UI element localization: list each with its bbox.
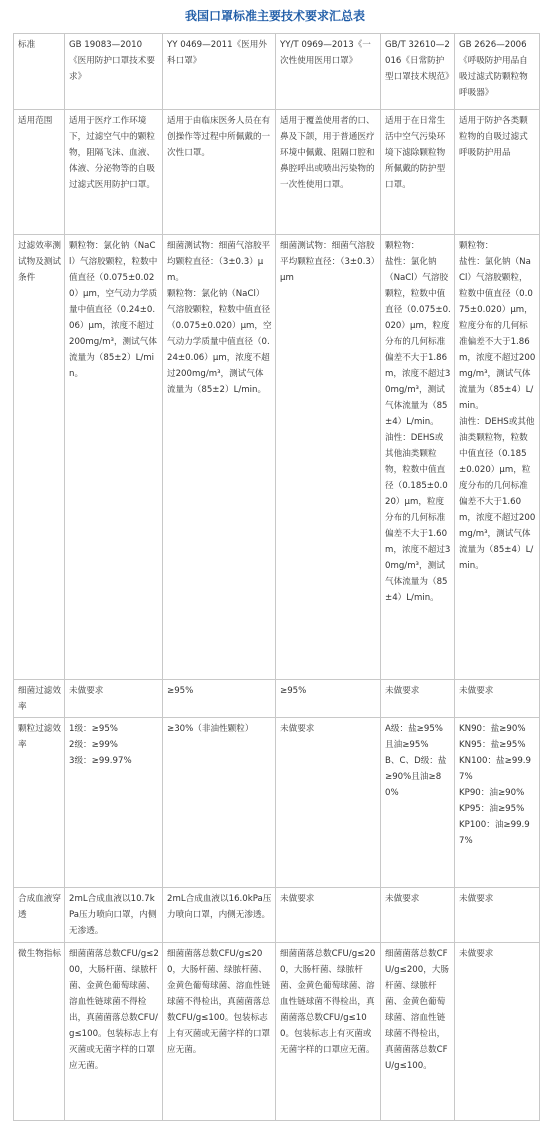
row-header: 颗粒过滤效率 — [14, 718, 65, 888]
row-scope — [14, 110, 540, 235]
table-cell: 细菌测试物：细菌气溶胶平均颗粒直径：（3±0.3）μm — [276, 235, 381, 680]
table-cell: 细菌测试物：细菌气溶胶平均颗粒直径：（3±0.3）μm。 颗粒物：氯化钠（NaCl）气溶胶颗粒，粒数中值直径（0.075±0.020）μm，空气动力学质量中值直径（0.24±0.06）μm，浓度不超过200mg/m³，测试气体流量为（85±2）L/min。 — [163, 235, 276, 680]
table-cell: 细菌菌落总数CFU/g≤200，大肠杆菌、绿脓杆菌、金黄色葡萄球菌、溶血性链球菌不得检出，真菌菌落总数CFU/g≤100。包装标志上有灭菌或无菌字样的口罩应无菌。 — [276, 943, 381, 1121]
table-cell: 适用于防护各类颗粒物的自吸过滤式呼吸防护用品 — [455, 110, 540, 235]
row-standard — [14, 34, 540, 110]
table-cell: ≥95% — [163, 680, 276, 718]
table-cell: 颗粒物：氯化钠（NaCl）气溶胶颗粒，粒数中值直径（0.075±0.020）μm，空气动力学质量中值直径（0.24±0.06）μm，浓度不超过200mg/m³，测试气体流量为（85±2）L/min。 — [65, 235, 163, 680]
table-cell: 未做要求 — [455, 680, 540, 718]
table-cell: 未做要求 — [65, 680, 163, 718]
table-cell: 细菌菌落总数CFU/g≤200，大肠杆菌、绿脓杆菌、金黄色葡萄球菌、溶血性链球菌不得检出，真菌菌落总数CFU/g≤100。 — [381, 943, 455, 1121]
row-header: 细菌过滤效率 — [14, 680, 65, 718]
table-cell: KN90：盐≥90% KN95：盐≥95% KN100：盐≥99.97% KP90：油≥90% KP95：油≥95% KP100：油≥99.97% — [455, 718, 540, 888]
table-cell: 未做要求 — [381, 680, 455, 718]
table-cell: 适用于医疗工作环境下，过滤空气中的颗粒物，阻隔飞沫、血液、体液、分泌物等的自吸过滤式医用防护口罩。 — [65, 110, 163, 235]
row-header: 合成血液穿透 — [14, 888, 65, 943]
table-cell: 颗粒物： 盐性：氯化钠（NaCl）气溶胶颗粒，粒数中值直径（0.075±0.020）μm，粒度分布的几何标准偏差不大于1.86m，浓度不超过200mg/m³，测试气体流量为（85±4）L/min。 油性：DEHS或其他油类颗粒物，粒数中值直径（0.185±0.020）μm，粒度分布的几何标准偏差不大于1.60m，浓度不超过200mg/m³，测试气体流量为（85±4）L/min。 — [455, 235, 540, 680]
table-cell: ≥30%（非油性颗粒） — [163, 718, 276, 888]
table-cell: 未做要求 — [276, 888, 381, 943]
table-cell: YY 0469—2011《医用外科口罩》 — [163, 34, 276, 110]
table-cell: 颗粒物： 盐性：氯化钠（NaCl）气溶胶颗粒，粒数中值直径（0.075±0.020）μm，粒度分布的几何标准偏差不大于1.86m，浓度不超过30mg/m³，测试气体流量为（85±4）L/min。 油性：DEHS或其他油类颗粒物，粒数中值直径（0.185±0.020）μm，粒度分布的几何标准偏差不大于1.60m，浓度不超过30mg/m³，测试气体流量为（85±4）L/min。 — [381, 235, 455, 680]
table-cell: 未做要求 — [276, 718, 381, 888]
table-cell: 适用于在日常生活中空气污染环境下滤除颗粒物所佩戴的防护型口罩。 — [381, 110, 455, 235]
table-cell: GB 2626—2006《呼吸防护用品自吸过滤式防颗粒物呼吸器》 — [455, 34, 540, 110]
table-cell: ≥95% — [276, 680, 381, 718]
table-cell: 2mL合成血液以10.7kPa压力喷向口罩，内侧无渗透。 — [65, 888, 163, 943]
table-cell: 未做要求 — [455, 888, 540, 943]
table-cell: 适用于覆盖使用者的口、鼻及下颌，用于普通医疗环境中佩戴、阻隔口腔和鼻腔呼出或喷出污染物的一次性使用口罩。 — [276, 110, 381, 235]
table-cell: 1级：≥95% 2级：≥99% 3级：≥99.97% — [65, 718, 163, 888]
document-title: 我国口罩标准主要技术要求汇总表 — [184, 9, 365, 23]
table-cell: 适用于由临床医务人员在有创操作等过程中所佩戴的一次性口罩。 — [163, 110, 276, 235]
table-cell: 未做要求 — [455, 943, 540, 1121]
row-header: 标准 — [14, 34, 65, 110]
table-cell: 细菌菌落总数CFU/g≤200，大肠杆菌、绿脓杆菌、金黄色葡萄球菌、溶血性链球菌不得检出，真菌菌落总数CFU/g≤100。包装标志上有灭菌或无菌字样的口罩应无菌。 — [163, 943, 276, 1121]
table-cell: 2mL合成血液以16.0kPa压力喷向口罩，内侧无渗透。 — [163, 888, 276, 943]
row-test-conditions — [14, 235, 540, 680]
row-particle-filtration — [14, 718, 540, 888]
row-header: 微生物指标 — [14, 943, 65, 1121]
table-cell: 细菌菌落总数CFU/g≤200，大肠杆菌、绿脓杆菌、金黄色葡萄球菌、溶血性链球菌不得检出，真菌菌落总数CFU/g≤100。包装标志上有灭菌或无菌字样的口罩应无菌。 — [65, 943, 163, 1121]
row-header: 适用范围 — [14, 110, 65, 235]
table-cell: YY/T 0969—2013《一次性使用医用口罩》 — [276, 34, 381, 110]
table-cell: GB 19083—2010《医用防护口罩技术要求》 — [65, 34, 163, 110]
table-cell: A级：盐≥95%且油≥95% B、C、D级：盐≥90%且油≥80% — [381, 718, 455, 888]
table-cell: 未做要求 — [381, 888, 455, 943]
row-header: 过滤效率测试物及测试条件 — [14, 235, 65, 680]
row-blood-penetration — [14, 888, 540, 943]
row-microbial — [14, 943, 540, 1121]
standards-table — [13, 33, 540, 1121]
table-cell: GB/T 32610—2016《日常防护型口罩技术规范》 — [381, 34, 455, 110]
row-bacterial-filtration — [14, 680, 540, 718]
